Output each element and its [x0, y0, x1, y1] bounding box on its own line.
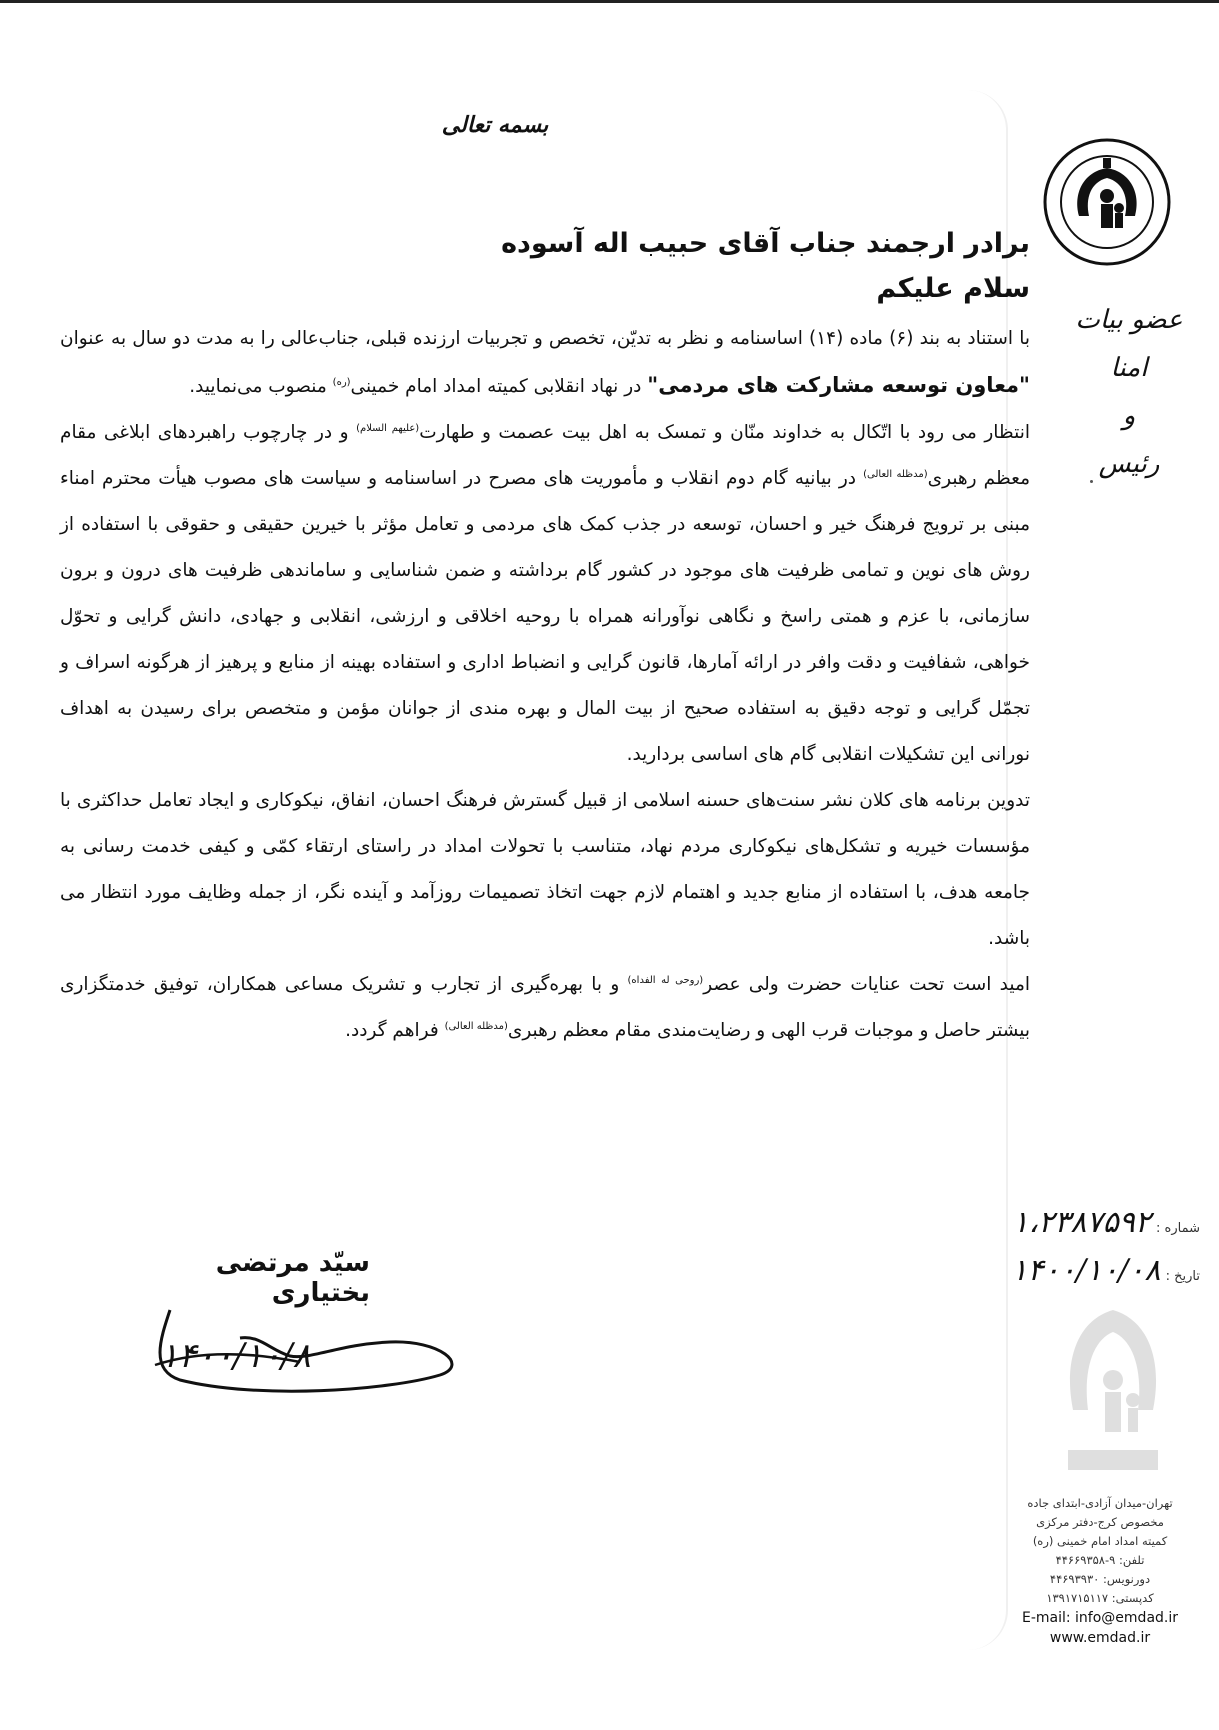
handwritten-date: ۱۴۰۰/۱۰/۸ [160, 1336, 311, 1376]
top-border-line [0, 0, 1219, 3]
para2-part-a: انتظار می رود با اتّکال به خداوند منّان و تمسک به اهل بیت عصمت و طهارت [419, 422, 1030, 443]
address-line-3: کمیته امداد امام خمینی (ره) [1032, 1534, 1168, 1548]
number-value: ۱،۲۳۸۷۵۹۲ [1012, 1205, 1151, 1240]
margin-dot [1090, 480, 1093, 483]
address-line-2: مخصوص کرج-دفتر مرکزی [1036, 1515, 1164, 1529]
side-title-line-3: رئیس [1098, 449, 1160, 479]
website-link[interactable]: www.emdad.ir [1049, 1630, 1151, 1646]
para2-part-b: و در چارچوب راهبردهای ابلاغی مقام معظم رهبری [60, 422, 1031, 489]
letter-text [60, 316, 1030, 1054]
para1-honorific: (ره) [332, 376, 351, 388]
para4-part-b: و با بهره‌گیری از تجارب و تشریک مساعی همکاران، توفیق خدمتگزاری بیشتر حاصل و موجبات قرب الهی و رضایت‌مندی مقام معظم رهبری [60, 974, 1030, 1041]
phone: تلفن: ۹-۴۴۶۶۹۳۵۸ [1055, 1553, 1145, 1567]
imam-khomeini-relief-committee-logo [1043, 138, 1171, 266]
postal-code: کدپستی: ۱۳۹۱۷۱۵۱۱۷ [1046, 1591, 1154, 1605]
side-title-line-2: و [1122, 401, 1136, 431]
fax: دورنویس: ۴۴۶۹۳۹۳۰ [1049, 1572, 1151, 1586]
address-line-1: تهران-میدان آزادی-ابتدای جاده [1027, 1496, 1173, 1510]
para1-part-c: منصوب می‌نمایید. [189, 376, 327, 397]
logo-watermark [1058, 1300, 1168, 1480]
recipient-line: برادر ارجمند جناب آقای حبیب اله آسوده [501, 228, 1030, 259]
email-link[interactable]: E-mail: info@emdad.ir [1021, 1610, 1179, 1626]
date-value: ۱۴۰۰/۱۰/۰۸ [1011, 1253, 1161, 1288]
number-row [1012, 1205, 1200, 1240]
side-title-line-1: عضو بیات امنا [1075, 305, 1183, 383]
letter-body [60, 220, 1030, 1054]
para2-honorific-1: (علیهم السلام) [356, 422, 420, 434]
para2-part-c: در بیانیه گام دوم انقلاب و مأموریت های مصرح در اساسنامه و سیاست های مصوب هیأت محترم امناء مبنی بر ترویج فرهنگ خیر و احسان، توسعه در جذب کمک های مردمی و تعامل مؤثر با خیرین حقیقی و حقوقی با استفاده از روش های نوین و تمامی ظرفیت های موجود در کشور گام برداشته و ضمن شناسایی و ساماندهی ظرفیت های درون و برون سازمانی، با عزم و همتی راسخ و نگاهی نوآورانه همراه با روحیه اخلاقی و ارزشی، انقلابی و جهادی، دانش گرایی و تحوّل خواهی، شفافیت و دقت وافر در ارائه آمارها، قانون گرایی و انضباط اداری و استفاده بهینه از منابع و پرهیز از هرگونه اسراف و تجمّل گرایی و توجه دقیق به استفاده صحیح از بیت المال و بهره مندی از جوانان مؤمن و متخصص برای رسیدن به اهداف نورانی این تشکیلات انقلابی گام های اساسی بردارید. [60, 468, 1030, 765]
post-title: "معاون توسعه مشارکت های مردمی" [647, 373, 1030, 397]
para4-honorific-2: (مدظله العالی) [444, 1020, 508, 1032]
paragraph-appointment [60, 316, 1030, 410]
side-title [1064, 296, 1194, 488]
date-row [1011, 1253, 1200, 1288]
signer-name: سیّد مرتضی بختیاری [215, 1248, 370, 1308]
para2-honorific-2: (مدظله العالی) [863, 468, 928, 480]
salutation: سلام علیکم [876, 273, 1030, 304]
paragraph-expectations [60, 410, 1030, 778]
para4-honorific-1: (روحی له الفداه) [627, 974, 704, 986]
para1-part-b: در نهاد انقلابی کمیته امداد امام خمینی [350, 376, 642, 397]
invocation-heading: بسمه تعالی [441, 112, 549, 138]
paragraph-closing [60, 962, 1030, 1054]
para4-part-a: امید است تحت عنایات حضرت ولی عصر [703, 974, 1030, 995]
para4-part-c: فراهم گردد. [345, 1020, 439, 1041]
para1-part-a: با استناد به بند (۶) ماده (۱۴) اساسنامه و نظر به تدیّن، تخصص و تجربیات ارزنده قبلی، جناب‌عالی را به مدت دو سال به عنوان [60, 328, 1030, 349]
number-label: شماره : [1156, 1221, 1200, 1236]
date-label: تاریخ : [1165, 1269, 1200, 1284]
contact-info [1010, 1494, 1190, 1648]
paragraph-duties: تدوین برنامه های کلان نشر سنت‌های حسنه اسلامی از قبیل گسترش فرهنگ احسان، انفاق، نیکوکاری و ایجاد تعامل حداکثری با مؤسسات خیریه و تشکل‌های نیکوکاری مردم نهاد، متناسب با تحولات امداد در راستای ارتقاء کمّی و کیفی خدمت رسانی به جامعه هدف، با استفاده از منابع جدید و اهتمام لازم جهت اتخاذ تصمیمات روزآمد و آینده نگر، از جمله وظایف مورد انتظار می باشد. [60, 790, 1030, 949]
